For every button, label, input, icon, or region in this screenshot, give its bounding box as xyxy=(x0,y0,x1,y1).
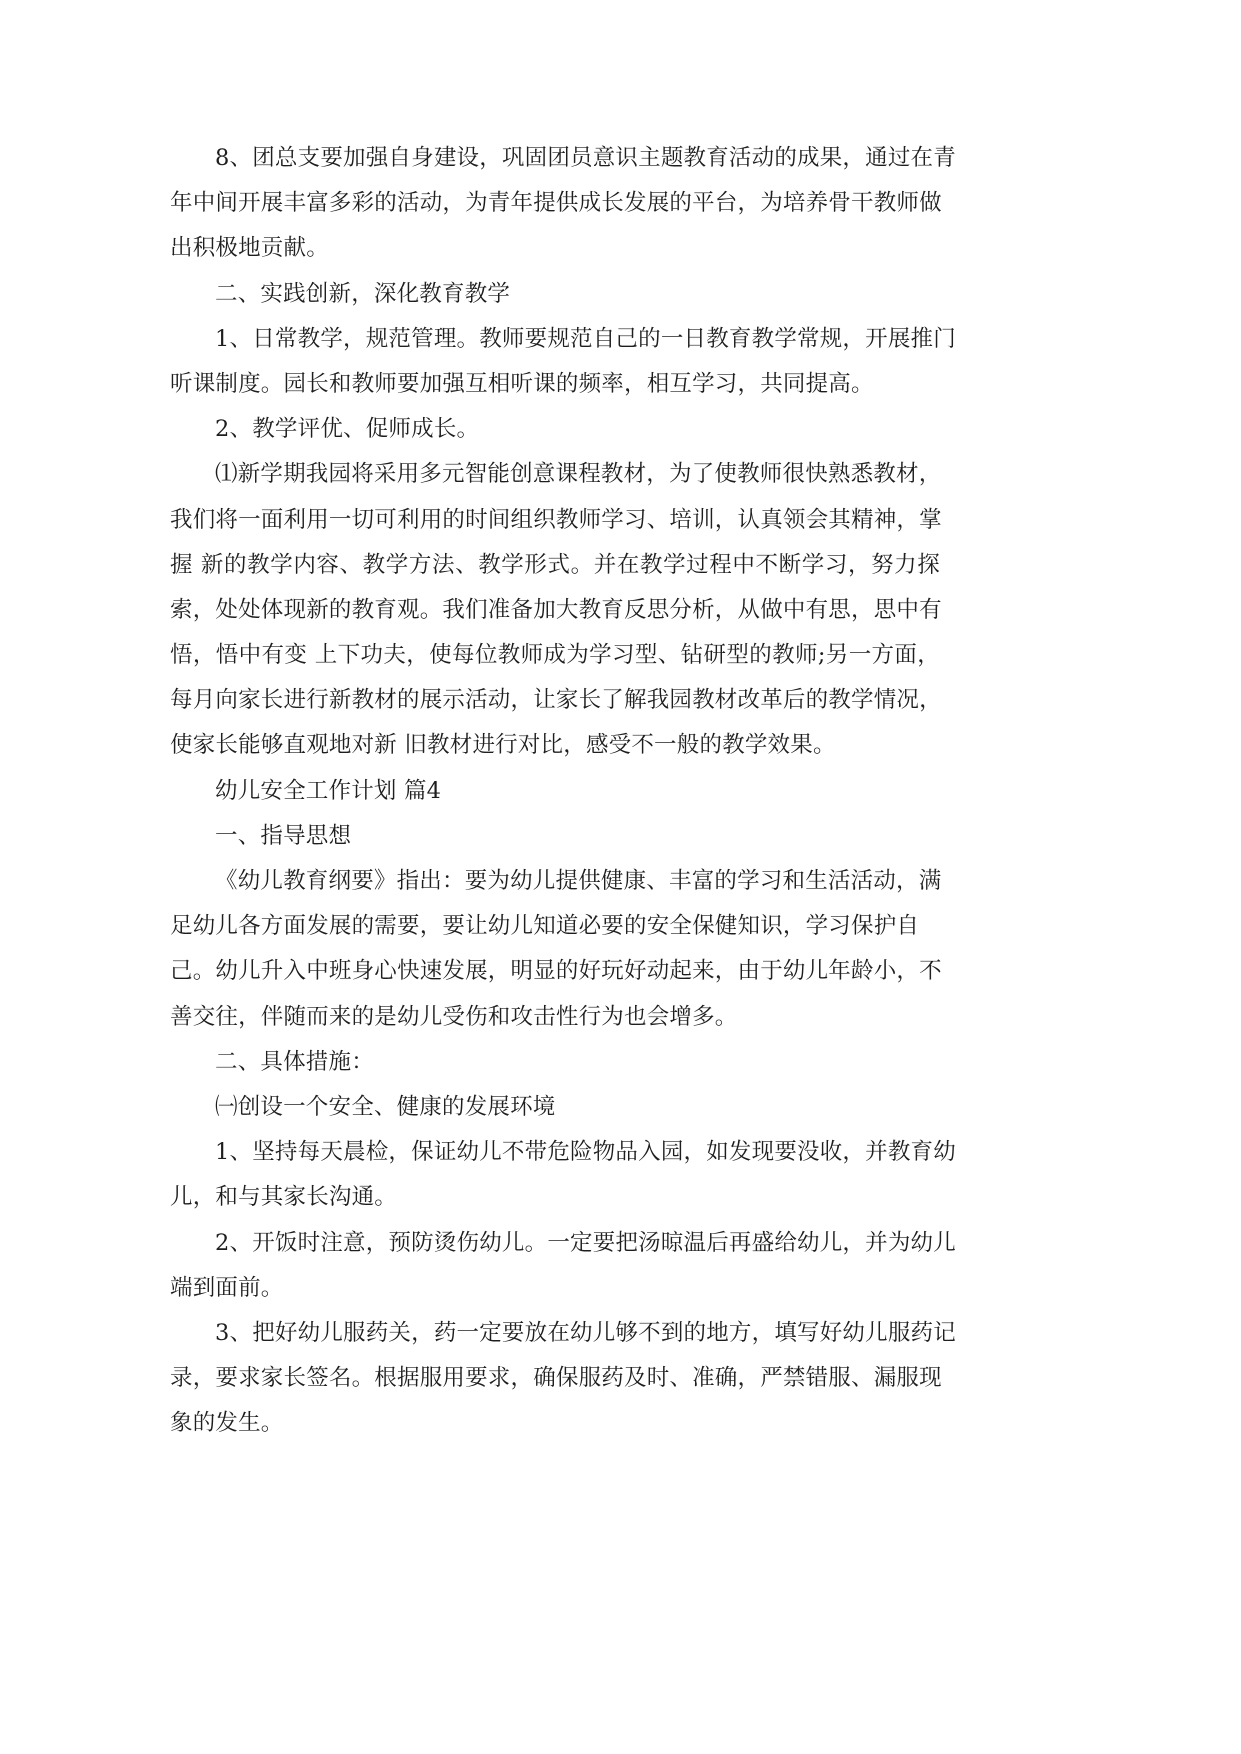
section-heading-practice-innovation xyxy=(170,272,940,317)
paragraph-line: 1、日常教学，规范管理。教师要规范自己的一日教育教学常规，开展推门 xyxy=(215,325,956,352)
paragraph-line: 听课制度。园长和教师要加强互相听课的频率，相互学习，共同提高。 xyxy=(170,370,874,397)
paragraph-team-building xyxy=(170,136,956,272)
paragraph-line: 己。幼儿升入中班身心快速发展，明显的好玩好动起来，由于幼儿年龄小，不 xyxy=(170,958,942,985)
paragraph-daily-teaching xyxy=(170,317,956,407)
document-section-title xyxy=(170,769,940,814)
paragraph-teaching-evaluation xyxy=(170,407,940,452)
paragraph-line: 善交往，伴随而来的是幼儿受伤和攻击性行为也会增多。 xyxy=(170,1003,738,1030)
section-heading-guiding-thought xyxy=(170,814,940,859)
paragraph-line: 出积极地贡献。 xyxy=(170,235,329,262)
paragraph-new-curriculum xyxy=(170,452,940,768)
paragraph-morning-check xyxy=(170,1130,956,1220)
paragraph-line: 足幼儿各方面发展的需要，要让幼儿知道必要的安全保健知识，学习保护自 xyxy=(170,913,920,940)
paragraph-line: 端到面前。 xyxy=(170,1274,284,1301)
paragraph-line: 1、坚持每天晨检，保证幼儿不带危险物品入园，如发现要没收，并教育幼 xyxy=(215,1139,956,1166)
paragraph-line: 握 新的教学内容、教学方法、教学形式。并在教学过程中不断学习，努力探 xyxy=(170,551,940,578)
paragraph-line: 象的发生。 xyxy=(170,1410,284,1437)
paragraph-line: 我们将一面利用一切可利用的时间组织教师学习、培训，认真领会其精神，掌 xyxy=(170,506,942,533)
section-heading: 二、实践创新，深化教育教学 xyxy=(215,280,511,307)
paragraph-education-outline xyxy=(170,859,940,1040)
document-body xyxy=(170,136,956,1446)
paragraph-line: 3、把好幼儿服药关，药一定要放在幼儿够不到的地方，填写好幼儿服药记 xyxy=(215,1319,956,1346)
section-heading-specific-measures xyxy=(170,1040,940,1085)
subsection-heading: ㈠创设一个安全、健康的发展环境 xyxy=(215,1093,556,1120)
paragraph-line: 8、团总支要加强自身建设，巩固团员意识主题教育活动的成果，通过在青 xyxy=(215,145,956,171)
paragraph-medication xyxy=(170,1311,956,1447)
section-heading: 二、具体措施： xyxy=(215,1048,374,1075)
paragraph-line: 2、教学评优、促师成长。 xyxy=(215,416,480,443)
section-title: 幼儿安全工作计划 篇4 xyxy=(215,777,442,804)
paragraph-line: ⑴新学期我园将采用多元智能创意课程教材，为了使教师很快熟悉教材， xyxy=(215,461,942,488)
paragraph-line: 录，要求家长签名。根据服用要求，确保服药及时、准确，严禁错服、漏服现 xyxy=(170,1365,942,1392)
paragraph-line: 每月向家长进行新教材的展示活动，让家长了解我园教材改革后的教学情况， xyxy=(170,687,942,714)
paragraph-line: 《幼儿教育纲要》指出：要为幼儿提供健康、丰富的学习和生活活动，满 xyxy=(215,868,942,894)
paragraph-line: 年中间开展丰富多彩的活动，为青年提供成长发展的平台，为培养骨干教师做 xyxy=(170,190,942,217)
subsection-heading-safe-environment xyxy=(170,1085,940,1130)
paragraph-line: 儿，和与其家长沟通。 xyxy=(170,1184,398,1211)
paragraph-mealtime-safety xyxy=(170,1221,956,1311)
paragraph-line: 索，处处体现新的教育观。我们准备加大教育反思分析，从做中有思，思中有 xyxy=(170,596,942,623)
paragraph-line: 使家长能够直观地对新 旧教材进行对比，感受不一般的教学效果。 xyxy=(170,732,836,759)
paragraph-line: 悟，悟中有变 上下功夫，使每位教师成为学习型、钻研型的教师;另一方面， xyxy=(170,642,940,669)
paragraph-line: 2、开饭时注意，预防烫伤幼儿。一定要把汤晾温后再盛给幼儿，并为幼儿 xyxy=(215,1229,956,1256)
section-heading: 一、指导思想 xyxy=(215,822,352,849)
